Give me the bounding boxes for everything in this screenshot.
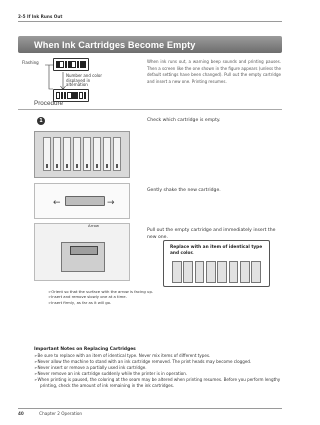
pull-insert-figure — [34, 223, 130, 281]
step-3-note: ➢ Insert firmly, as far as it will go. — [48, 300, 153, 305]
alternation-arrow — [58, 71, 68, 91]
running-header: 2-5 If Ink Runs Out — [18, 14, 63, 19]
footer-divider — [18, 408, 282, 409]
cartridge-body — [65, 196, 105, 206]
important-notes-heading: Important Notes on Replacing Cartridges — [34, 347, 136, 352]
step-2-text: Gently shake the new cartridge. — [147, 188, 221, 193]
flashing-label: Flashing — [22, 60, 39, 65]
cartridge-slot — [61, 242, 105, 272]
step-1-number: 1 — [37, 117, 45, 125]
shake-cartridge-figure — [34, 183, 130, 219]
shake-right-arrow-icon: → — [107, 198, 115, 208]
step-3-notes — [48, 289, 153, 305]
cartridge-slots-figure — [34, 131, 130, 178]
step-1-text: Check which cartridge is empty. — [147, 118, 221, 123]
shake-left-arrow-icon: ← — [53, 198, 61, 208]
intro-paragraph: When ink runs out, a warning beep sounds and printing pauses. Then a screen like the one shown in the figure appears (unless the default settings have been changed). Pull out the empty cartridge and insert a new one. Printing resumes. — [147, 59, 281, 84]
header-divider — [18, 21, 282, 22]
section-title: When Ink Cartridges Become Empty — [34, 39, 196, 50]
important-note: ➢ Be sure to replace with an item of identical type. Never mix items of different types. — [34, 353, 284, 359]
cartridge — [70, 246, 98, 255]
important-note: ➢ Never allow the machine to stand with an ink cartridge removed. The print heads may become clogged. — [34, 359, 284, 365]
display-figure — [22, 58, 140, 120]
important-note: ➢ Never insert or remove a partially used ink cartridge. — [34, 365, 284, 371]
number-color-label: Number and color displayed in alternation — [66, 73, 102, 88]
important-note: ➢ Never remove an ink cartridge suddenly while the printer is in operation. — [34, 371, 284, 377]
procedure-heading: Procedure — [34, 100, 64, 107]
replace-note-box — [163, 240, 270, 287]
step-3-note: ➢ Insert and remove slowly one at a time. — [48, 294, 153, 299]
important-notes-list — [34, 353, 284, 388]
page-footer — [18, 411, 82, 416]
procedure-divider — [18, 109, 282, 110]
important-note: ➢ When printing is paused, the coloring at the seam may be altered when printing resumes. Before you perform lengthy printing, check the amount of ink remaining in the ink cartridges. — [34, 377, 284, 389]
step-3-text: Pull out the empty cartridge and immediately insert the new one. — [147, 228, 276, 240]
arrow-callout-label: Arrow — [88, 223, 99, 228]
replace-note-text: Replace with an item of identical type and color. — [170, 245, 263, 256]
chapter-label: Chapter 2 Operation — [39, 411, 83, 416]
section-title-bar — [18, 36, 282, 53]
page-number: 40 — [18, 411, 24, 416]
step-3-note: ➢ Orient so that the surface with the arrow is facing up. — [48, 289, 153, 294]
lcd-screen-top — [53, 58, 89, 71]
cartridge-lineup-figure — [172, 261, 261, 283]
